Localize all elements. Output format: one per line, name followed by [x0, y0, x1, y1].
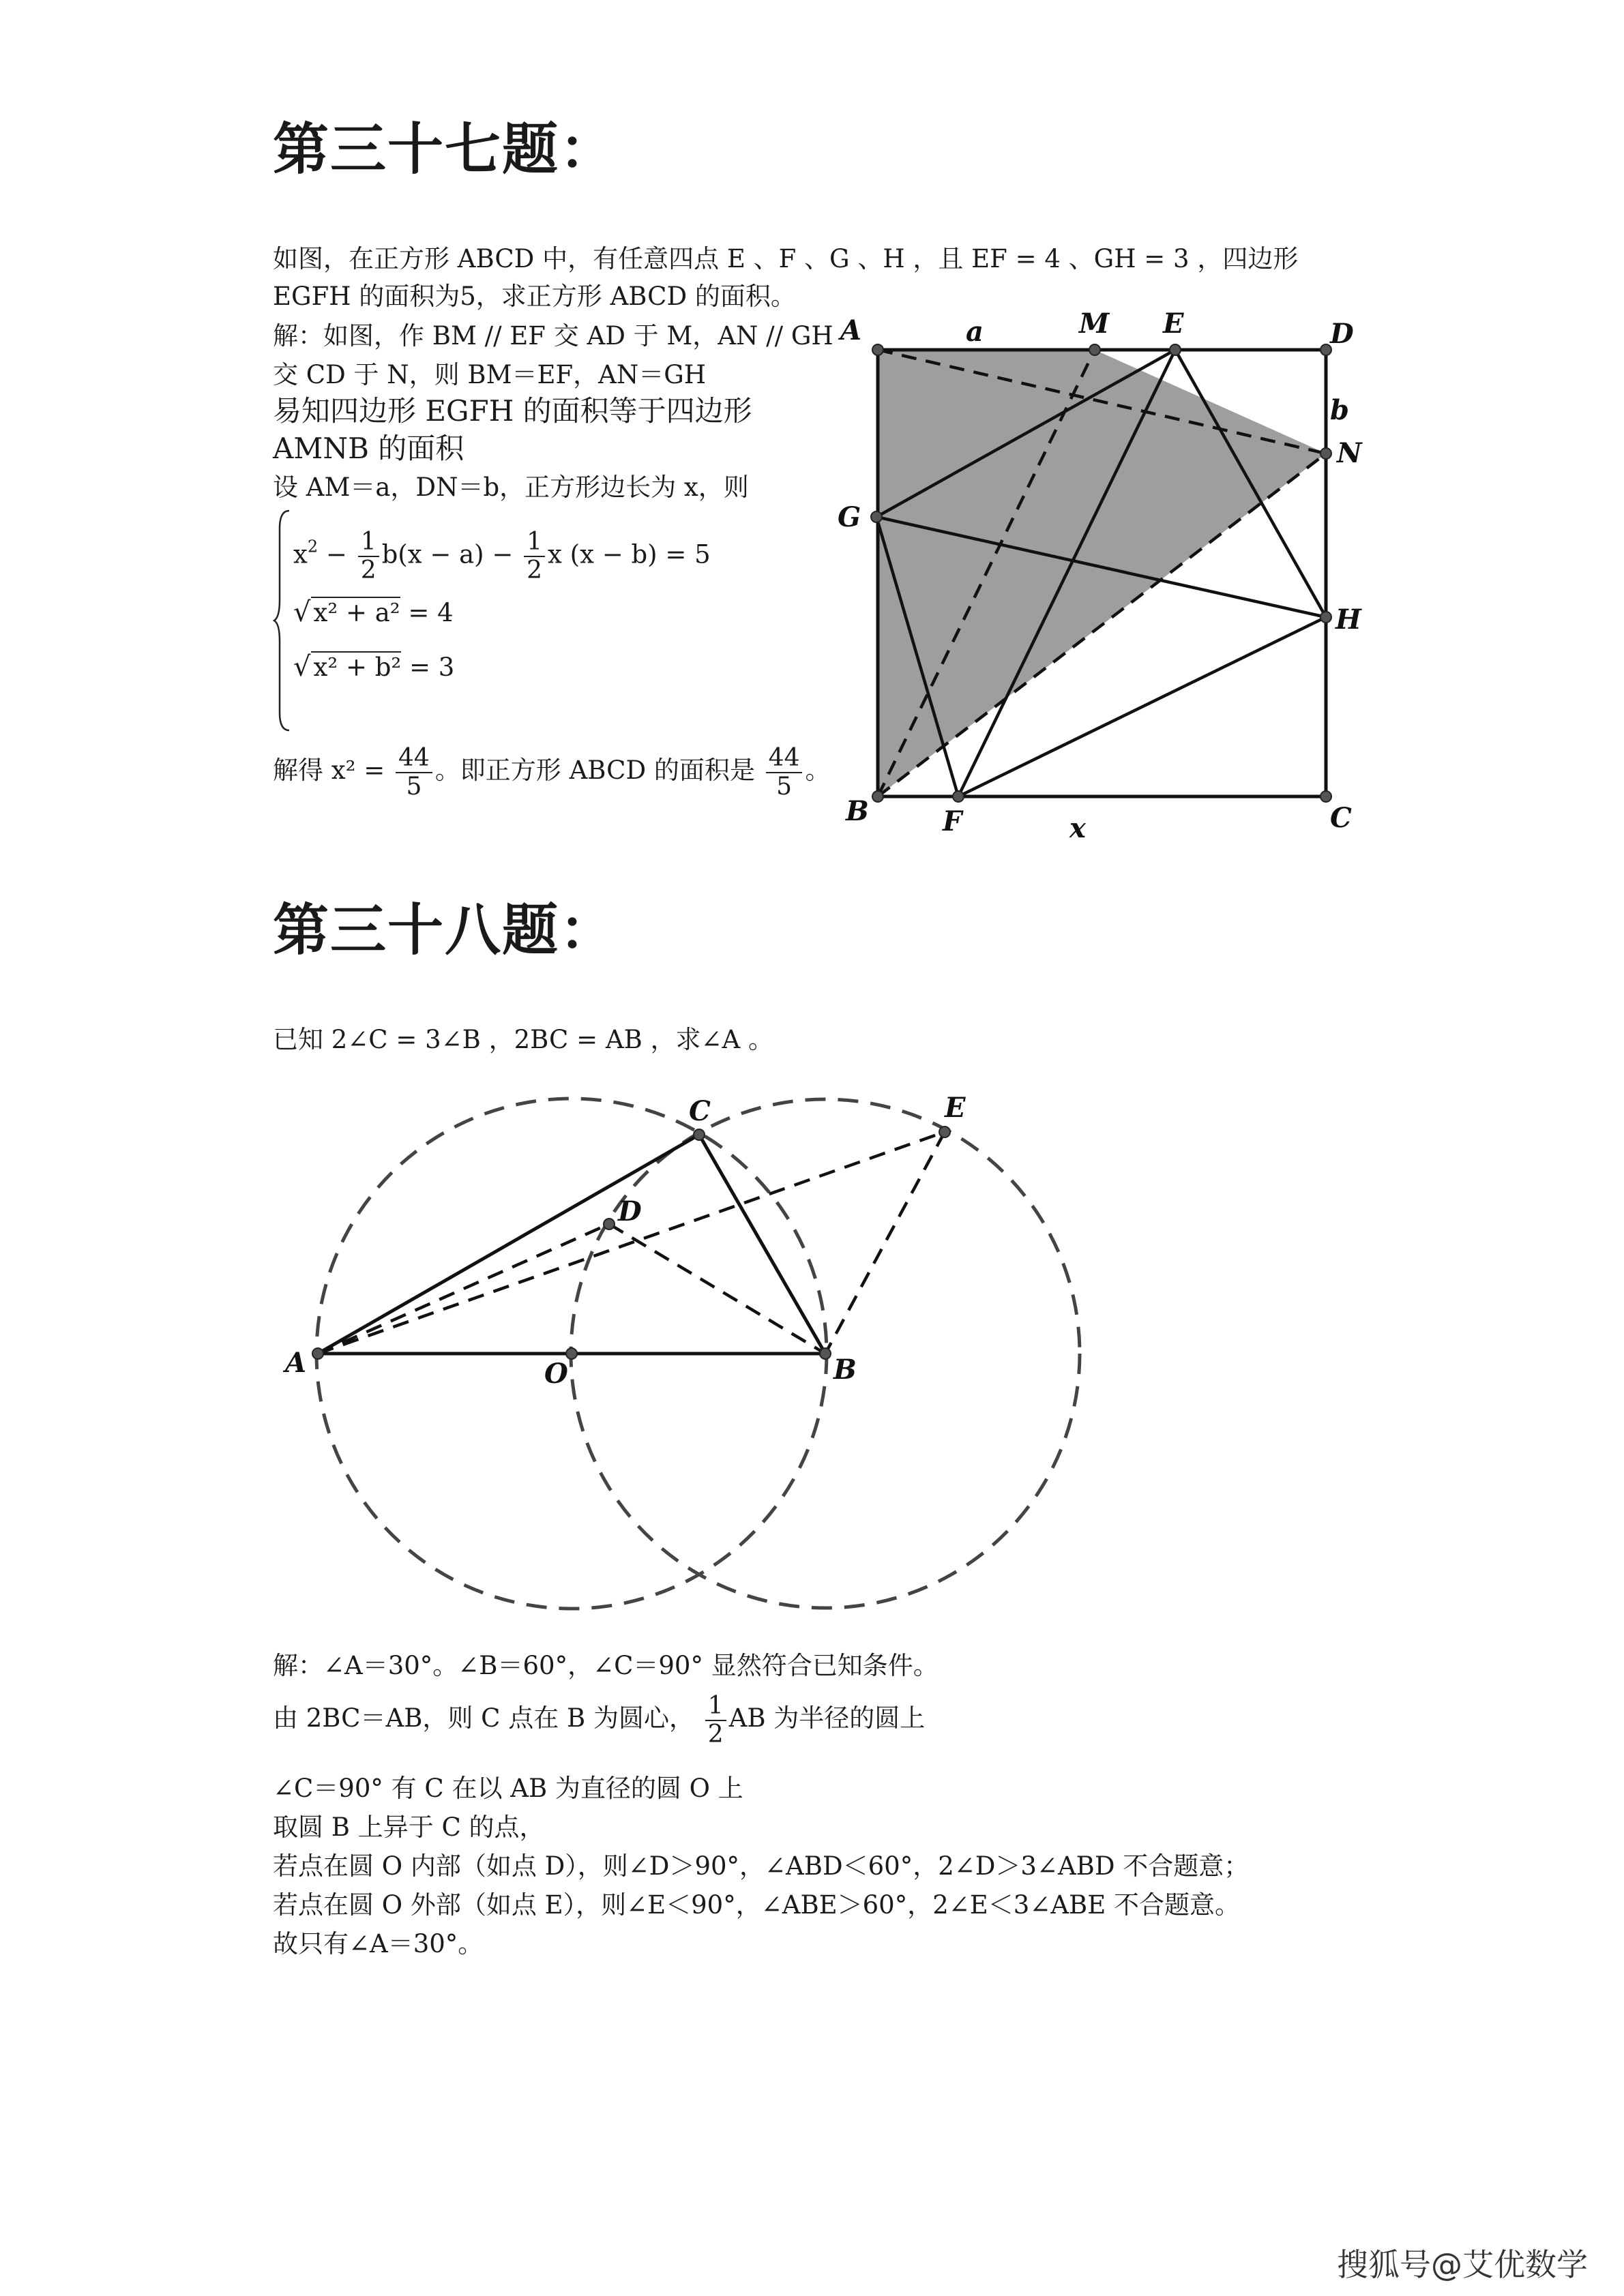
- half-fraction-1: $\frac{1}{2}$: [358, 528, 379, 584]
- label-B: B: [833, 1354, 857, 1386]
- label-H: H: [1335, 603, 1361, 636]
- label-M: M: [1079, 308, 1110, 340]
- p38-solution-line-2: [273, 1688, 925, 1749]
- label-C: C: [689, 1095, 711, 1127]
- result-pre: 解得 x² =: [273, 756, 385, 785]
- sol2-post: AB 为半径的圆上: [728, 1703, 926, 1733]
- p37-solution-line-2: 交 CD 于 N，则 BM＝EF，AN＝GH: [273, 360, 707, 389]
- dashed-segments: [318, 1132, 945, 1354]
- p37-intro-line-2: EGFH 的面积为5，求正方形 ABCD 的面积。: [273, 282, 796, 311]
- eq1-x: x: [293, 539, 308, 569]
- label-A: A: [285, 1347, 307, 1379]
- eq1-mid: b(x − a) −: [381, 539, 514, 569]
- label-C: C: [1330, 802, 1352, 834]
- result-fraction-2: $\frac{44}{5}$: [766, 745, 803, 801]
- p38-solution-line-5: 若点在圆 O 内部（如点 D），则∠D＞90°，∠ABD＜60°，2∠D＞3∠ABD 不合题意；: [273, 1851, 1250, 1881]
- half-fraction-3: $\frac{1}{2}$: [705, 1693, 726, 1748]
- p38-given: 已知 2∠C = 3∠B ，2BC = AB ，求∠A 。: [273, 1025, 774, 1054]
- label-D: D: [1330, 318, 1354, 350]
- equation-1: $x^2$ − $\frac{1}{2}$ b(x − a) − $\frac{1}{2}$ x (x − b) = 5: [293, 528, 711, 584]
- shaded-quadrilateral-AMNB: [878, 350, 1326, 796]
- problem-37-title: 第三十七题：: [273, 117, 617, 182]
- eq3-rhs: = 3: [409, 653, 455, 682]
- p38-solution-line-6: 若点在圆 O 外部（如点 E），则∠E＜90°，∠ABE＞60°，2∠E＜3∠ABE 不合题意。: [273, 1890, 1240, 1920]
- result-end: 。: [805, 756, 831, 785]
- p37-solution-line-5: 设 AM＝a，DN＝b，正方形边长为 x，则: [273, 473, 749, 502]
- watermark: 搜狐号@艾优数学: [1337, 2246, 1588, 2283]
- label-B: B: [846, 795, 869, 827]
- p37-solution-line-4: AMNB 的面积: [273, 432, 464, 465]
- label-E: E: [1163, 308, 1184, 340]
- p38-solution-line-7: 故只有∠A＝30°。: [273, 1929, 484, 1958]
- equation-system: [273, 508, 818, 733]
- equation-2: √ x² + a² = 4: [293, 597, 454, 628]
- p37-solution-line-3: 易知四边形 EGFH 的面积等于四边形: [273, 394, 752, 428]
- eq2-rhs: = 4: [408, 598, 454, 627]
- left-brace-icon: [273, 508, 293, 733]
- eq3-radicand: x² + b²: [311, 651, 402, 682]
- label-O: O: [544, 1358, 568, 1390]
- p38-solution-line-1: 解：∠A＝30°。∠B＝60°，∠C＝90° 显然符合已知条件。: [273, 1651, 939, 1680]
- label-N: N: [1337, 437, 1362, 469]
- eq2-radicand: x² + a²: [311, 597, 400, 627]
- label-F: F: [943, 805, 962, 837]
- p37-solution-line-1: 解：如图，作 BM // EF 交 AD 于 M，AN // GH: [273, 321, 833, 351]
- p37-intro-line-1: 如图，在正方形 ABCD 中，有任意四点 E 、F 、G 、H ，且 EF = 4 、GH = 3 ，四边形: [273, 244, 1299, 273]
- half-fraction-2: $\frac{1}{2}$: [524, 528, 545, 584]
- p38-solution-line-4: 取圆 B 上异于 C 的点，: [273, 1813, 545, 1842]
- label-x: x: [1069, 812, 1086, 844]
- result-mid: 。即正方形 ABCD 的面积是: [434, 756, 755, 785]
- label-A: A: [840, 314, 862, 346]
- p38-solution-line-3: ∠C＝90° 有 C 在以 AB 为直径的圆 O 上: [273, 1774, 743, 1803]
- figure-37: [805, 293, 1391, 852]
- problem-38-title: 第三十八题：: [273, 898, 617, 963]
- eq1-post: x (x − b) = 5: [548, 539, 711, 569]
- figure-38: [273, 1084, 1146, 1616]
- label-a: a: [966, 316, 984, 348]
- result-fraction-1: $\frac{44}{5}$: [396, 745, 432, 801]
- label-b: b: [1330, 394, 1349, 426]
- label-D: D: [618, 1195, 642, 1227]
- label-E: E: [945, 1092, 966, 1124]
- equation-3: √ x² + b² = 3: [293, 651, 455, 683]
- p37-result: [273, 740, 830, 801]
- sol2-pre: 由 2BC＝AB，则 C 点在 B 为圆心，: [273, 1703, 694, 1733]
- label-G: G: [838, 501, 861, 533]
